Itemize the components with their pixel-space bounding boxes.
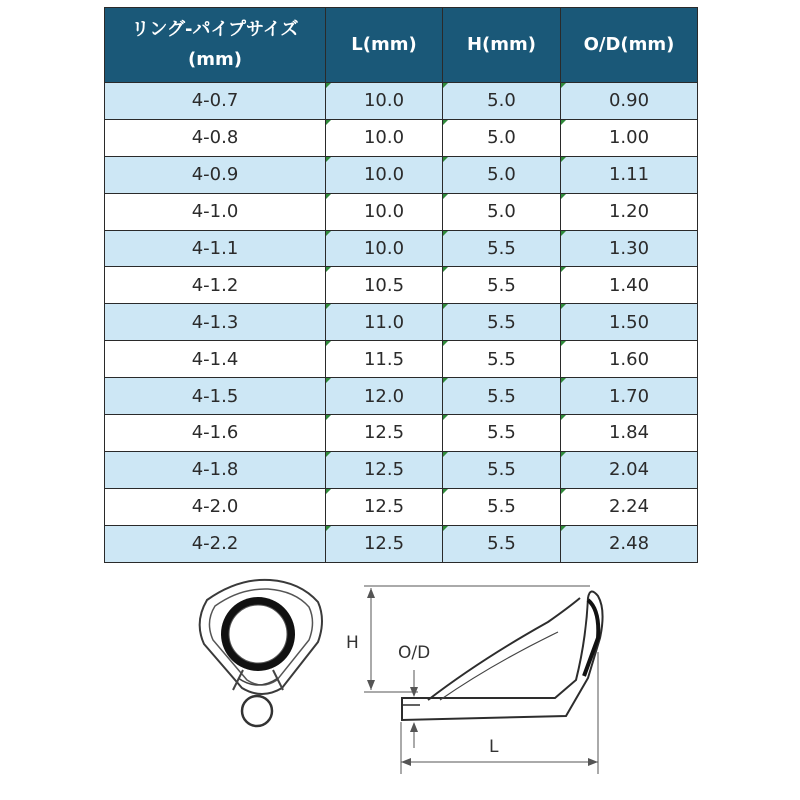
cell-corner-marker (326, 415, 331, 420)
cell-ring-pipe-size (105, 341, 326, 378)
cell-outer-diameter-value: 1.11 (608, 164, 650, 186)
cell-outer-diameter-value: 2.48 (608, 533, 650, 555)
cell-height (443, 415, 561, 452)
cell-outer-diameter-value: 1.40 (608, 274, 650, 296)
header-ring-pipe-size (105, 8, 326, 83)
cell-corner-marker (443, 157, 448, 162)
cell-outer-diameter-value: 2.24 (608, 496, 650, 518)
cell-height (443, 193, 561, 230)
cell-outer-diameter (561, 304, 698, 341)
cell-length-value: 11.0 (363, 311, 405, 333)
cell-length (326, 415, 443, 452)
cell-height-value: 5.5 (487, 274, 516, 296)
header-ring-pipe-size-line1: リング-パイプサイズ (131, 19, 299, 40)
cell-height-value: 5.5 (487, 348, 516, 370)
table-row (105, 525, 698, 562)
cell-ring-pipe-size-value: 4-0.7 (191, 90, 239, 112)
table-row (105, 230, 698, 267)
table-row (105, 193, 698, 230)
dimension-label-od: O/D (398, 643, 431, 663)
cell-length-value: 12.5 (363, 496, 405, 518)
table-row (105, 415, 698, 452)
cell-height (443, 451, 561, 488)
cell-corner-marker (561, 526, 566, 531)
cell-corner-marker (561, 415, 566, 420)
cell-ring-pipe-size-value: 4-1.4 (191, 348, 239, 370)
cell-height-value: 5.5 (487, 422, 516, 444)
cell-length-value: 10.0 (363, 238, 405, 259)
cell-length-value: 10.0 (363, 90, 405, 112)
cell-ring-pipe-size-value: 4-1.8 (191, 459, 239, 481)
cell-corner-marker (443, 452, 448, 457)
cell-height (443, 378, 561, 415)
cell-height (443, 119, 561, 156)
cell-corner-marker (561, 341, 566, 346)
table-row (105, 378, 698, 415)
cell-height (443, 304, 561, 341)
cell-height (443, 525, 561, 562)
cell-corner-marker (443, 304, 448, 309)
cell-length (326, 304, 443, 341)
cell-height-value: 5.5 (487, 311, 516, 333)
cell-corner-marker (561, 194, 566, 199)
cell-corner-marker (326, 341, 331, 346)
table-header-row (105, 8, 698, 83)
cell-length (326, 378, 443, 415)
cell-ring-pipe-size-value: 4-0.9 (191, 164, 239, 186)
guide-front-view (200, 580, 322, 726)
cell-corner-marker (561, 157, 566, 162)
cell-ring-pipe-size (105, 488, 326, 525)
cell-ring-pipe-size (105, 230, 326, 267)
cell-corner-marker (326, 267, 331, 272)
cell-length-value: 10.0 (363, 201, 405, 223)
header-outer-diameter: O/D(mm) (561, 8, 698, 83)
cell-outer-diameter (561, 341, 698, 378)
cell-outer-diameter (561, 156, 698, 193)
table-row (105, 156, 698, 193)
cell-ring-pipe-size (105, 451, 326, 488)
cell-outer-diameter (561, 488, 698, 525)
cell-ring-pipe-size-value: 4-0.8 (191, 127, 239, 149)
cell-corner-marker (443, 378, 448, 383)
cell-outer-diameter-value: 1.84 (608, 422, 650, 444)
cell-ring-pipe-size-value: 4-1.6 (191, 422, 239, 444)
cell-outer-diameter-value: 1.70 (608, 385, 650, 407)
cell-outer-diameter (561, 415, 698, 452)
cell-height (443, 230, 561, 267)
cell-corner-marker (443, 267, 448, 272)
cell-corner-marker (326, 157, 331, 162)
cell-height-value: 5.5 (487, 459, 516, 481)
cell-ring-pipe-size-value: 4-2.2 (191, 533, 239, 555)
cell-height-value: 5.5 (487, 496, 516, 518)
cell-length-value: 12.5 (363, 533, 405, 555)
cell-length-value: 10.0 (363, 164, 405, 186)
cell-outer-diameter (561, 193, 698, 230)
cell-ring-pipe-size (105, 267, 326, 304)
cell-height-value: 5.5 (487, 533, 516, 555)
cell-corner-marker (443, 341, 448, 346)
cell-ring-pipe-size (105, 119, 326, 156)
cell-corner-marker (443, 415, 448, 420)
cell-ring-pipe-size (105, 156, 326, 193)
cell-corner-marker (326, 231, 331, 236)
cell-outer-diameter (561, 119, 698, 156)
cell-outer-diameter (561, 230, 698, 267)
dimension-label-l: L (489, 737, 499, 757)
cell-corner-marker (326, 194, 331, 199)
cell-ring-pipe-size (105, 415, 326, 452)
cell-length (326, 525, 443, 562)
cell-height-value: 5.5 (487, 385, 516, 407)
cell-corner-marker (561, 231, 566, 236)
cell-length (326, 341, 443, 378)
cell-ring-pipe-size-value: 4-2.0 (191, 496, 239, 518)
cell-height-value: 5.0 (487, 127, 516, 149)
cell-height-value: 5.0 (487, 90, 516, 112)
cell-length (326, 156, 443, 193)
cell-height (443, 83, 561, 120)
cell-ring-pipe-size-value: 4-1.3 (191, 311, 239, 333)
table-row (105, 341, 698, 378)
cell-corner-marker (443, 489, 448, 494)
guide-side-view (364, 586, 603, 774)
cell-ring-pipe-size-value: 4-1.1 (191, 238, 239, 259)
cell-ring-pipe-size-value: 4-1.0 (191, 201, 239, 223)
header-height: H(mm) (443, 8, 561, 83)
cell-corner-marker (561, 378, 566, 383)
cell-length (326, 267, 443, 304)
cell-corner-marker (326, 304, 331, 309)
cell-corner-marker (443, 120, 448, 125)
cell-corner-marker (561, 489, 566, 494)
table-row (105, 451, 698, 488)
cell-corner-marker (443, 194, 448, 199)
cell-outer-diameter (561, 378, 698, 415)
cell-length (326, 193, 443, 230)
cell-length (326, 488, 443, 525)
cell-length-value: 12.5 (363, 422, 405, 444)
cell-ring-pipe-size-value: 4-1.2 (191, 274, 239, 296)
cell-ring-pipe-size (105, 525, 326, 562)
cell-outer-diameter (561, 83, 698, 120)
cell-length-value: 10.0 (363, 127, 405, 149)
cell-ring-pipe-size (105, 304, 326, 341)
cell-height (443, 267, 561, 304)
cell-corner-marker (443, 231, 448, 236)
cell-outer-diameter-value: 1.30 (608, 238, 650, 259)
size-spec-table (104, 7, 698, 563)
cell-ring-pipe-size (105, 83, 326, 120)
cell-corner-marker (561, 267, 566, 272)
cell-outer-diameter (561, 451, 698, 488)
cell-outer-diameter (561, 525, 698, 562)
cell-length (326, 83, 443, 120)
cell-corner-marker (326, 378, 331, 383)
cell-corner-marker (326, 526, 331, 531)
dimension-label-h: H (346, 633, 359, 653)
cell-outer-diameter-value: 1.00 (608, 127, 650, 149)
cell-height (443, 488, 561, 525)
cell-height (443, 341, 561, 378)
cell-height-value: 5.5 (487, 238, 516, 259)
cell-height (443, 156, 561, 193)
cell-corner-marker (561, 304, 566, 309)
table-row (105, 83, 698, 120)
table-row (105, 267, 698, 304)
table-row (105, 304, 698, 341)
cell-outer-diameter-value: 1.50 (608, 311, 650, 333)
cell-length-value: 11.5 (363, 348, 405, 370)
cell-length-value: 12.5 (363, 459, 405, 481)
cell-length-value: 12.0 (363, 385, 405, 407)
cell-corner-marker (561, 120, 566, 125)
header-ring-pipe-size-unit: (mm) (188, 49, 242, 70)
cell-outer-diameter-value: 2.04 (608, 459, 650, 481)
table-row (105, 488, 698, 525)
guide-diagram (0, 560, 800, 800)
header-length: L(mm) (326, 8, 443, 83)
cell-corner-marker (326, 452, 331, 457)
cell-corner-marker (443, 526, 448, 531)
table-row (105, 119, 698, 156)
cell-corner-marker (561, 452, 566, 457)
cell-ring-pipe-size-value: 4-1.5 (191, 385, 239, 407)
cell-length (326, 230, 443, 267)
cell-length (326, 119, 443, 156)
cell-corner-marker (326, 83, 331, 88)
cell-corner-marker (326, 489, 331, 494)
cell-outer-diameter-value: 0.90 (608, 90, 650, 112)
cell-corner-marker (561, 83, 566, 88)
cell-length-value: 10.5 (363, 274, 405, 296)
cell-outer-diameter-value: 1.20 (608, 201, 650, 223)
cell-length (326, 451, 443, 488)
cell-outer-diameter-value: 1.60 (608, 348, 650, 370)
cell-ring-pipe-size (105, 193, 326, 230)
cell-corner-marker (443, 83, 448, 88)
cell-outer-diameter (561, 267, 698, 304)
cell-ring-pipe-size (105, 378, 326, 415)
cell-height-value: 5.0 (487, 201, 516, 223)
cell-corner-marker (326, 120, 331, 125)
table-body (105, 83, 698, 563)
cell-height-value: 5.0 (487, 164, 516, 186)
